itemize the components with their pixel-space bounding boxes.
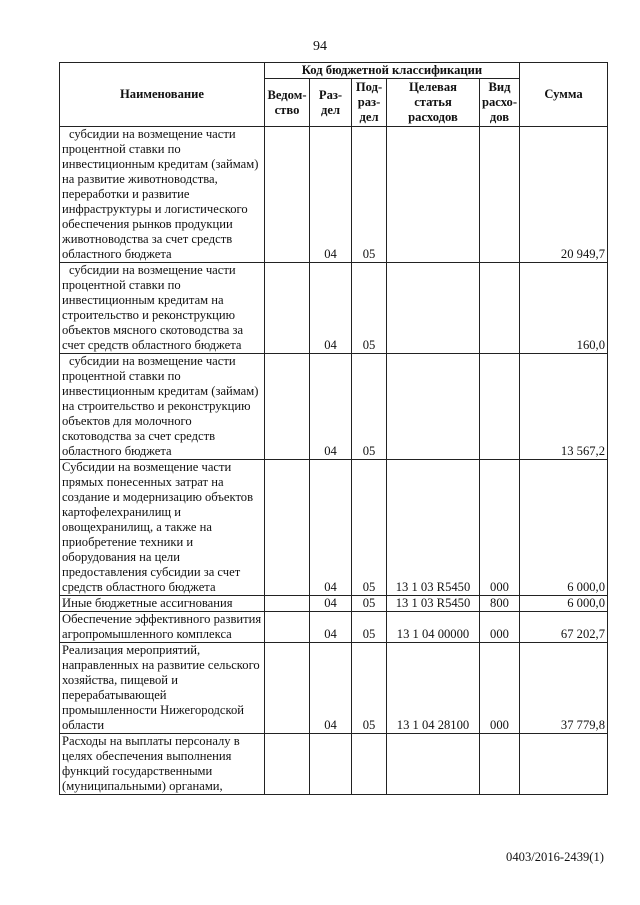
row-vedomstvo: [265, 612, 310, 643]
row-podrazdel: 05: [352, 354, 387, 460]
row-name: Субсидии на возмещение части прямых понесенных затрат на создание и модернизацию объектов картофелехранилищ и овощехранилищ, а также на приобретение техники и оборудования на цели предоставления субсидии за счет средств областного бюджета: [60, 460, 265, 596]
row-razdel: 04: [310, 460, 352, 596]
header-vedomstvo: Ведом-ство: [265, 79, 310, 127]
row-vid: 000: [480, 643, 520, 734]
row-razdel: [310, 734, 352, 795]
header-code-group: Код бюджетной классификации: [265, 63, 520, 79]
table-row: [60, 263, 608, 354]
row-razdel: 04: [310, 263, 352, 354]
table-row: [60, 734, 608, 795]
row-vedomstvo: [265, 734, 310, 795]
row-vid: [480, 263, 520, 354]
row-podrazdel: 05: [352, 127, 387, 263]
row-podrazdel: 05: [352, 596, 387, 612]
table-row: [60, 354, 608, 460]
row-vid: [480, 354, 520, 460]
page-number: 94: [313, 39, 327, 54]
row-podrazdel: 05: [352, 643, 387, 734]
header-name: Наименование: [60, 63, 265, 127]
row-celevaya: 13 1 04 28100: [387, 643, 480, 734]
row-celevaya: 13 1 03 R5450: [387, 596, 480, 612]
document-code: 0403/2016-2439(1): [506, 850, 604, 864]
table-row: [60, 596, 608, 612]
row-name: субсидии на возмещение части процентной ставки по инвестиционным кредитам (займам) на развитие животноводства, переработки и развитие инфраструктуры и логистического обеспечения рынков продукции животноводства за счет средств областного бюджета: [60, 127, 265, 263]
header-razdel: Раз-дел: [310, 79, 352, 127]
row-summa: 67 202,7: [520, 612, 608, 643]
row-vedomstvo: [265, 643, 310, 734]
row-podrazdel: 05: [352, 263, 387, 354]
row-razdel: 04: [310, 643, 352, 734]
row-celevaya: 13 1 04 00000: [387, 612, 480, 643]
row-vedomstvo: [265, 460, 310, 596]
header-summa: Сумма: [520, 63, 608, 127]
row-celevaya: 13 1 03 R5450: [387, 460, 480, 596]
row-name: субсидии на возмещение части процентной ставки по инвестиционным кредитам (займам) на строительство и реконструкцию объектов для молочного скотоводства за счет средств областного бюджета: [60, 354, 265, 460]
row-celevaya: [387, 127, 480, 263]
row-summa: 20 949,7: [520, 127, 608, 263]
row-vid: 000: [480, 460, 520, 596]
table-row: [60, 127, 608, 263]
row-vid: [480, 734, 520, 795]
row-summa: 6 000,0: [520, 596, 608, 612]
row-vid: [480, 127, 520, 263]
header-celevaya: Целевая статья расходов: [387, 79, 480, 127]
table-row: [60, 612, 608, 643]
row-podrazdel: 05: [352, 612, 387, 643]
row-razdel: 04: [310, 612, 352, 643]
row-name: Иные бюджетные ассигнования: [60, 596, 265, 612]
row-celevaya: [387, 263, 480, 354]
row-name: Реализация мероприятий, направленных на развитие сельского хозяйства, пищевой и перерабатывающей промышленности Нижегородской области: [60, 643, 265, 734]
row-celevaya: [387, 354, 480, 460]
row-name: Обеспечение эффективного развития агропромышленного комплекса: [60, 612, 265, 643]
header-podrazdel: Под-раз-дел: [352, 79, 387, 127]
row-razdel: 04: [310, 354, 352, 460]
row-vedomstvo: [265, 263, 310, 354]
row-podrazdel: 05: [352, 460, 387, 596]
row-vedomstvo: [265, 596, 310, 612]
row-razdel: 04: [310, 127, 352, 263]
row-podrazdel: [352, 734, 387, 795]
row-summa: [520, 734, 608, 795]
table-row: [60, 460, 608, 596]
row-summa: 37 779,8: [520, 643, 608, 734]
row-vedomstvo: [265, 354, 310, 460]
row-name: Расходы на выплаты персоналу в целях обеспечения выполнения функций государственными (муниципальными) органами,: [60, 734, 265, 795]
header-vid: Вид расхо-дов: [480, 79, 520, 127]
row-celevaya: [387, 734, 480, 795]
row-name: субсидии на возмещение части процентной ставки по инвестиционным кредитам на строительство и реконструкцию объектов мясного скотоводства за счет средств областного бюджета: [60, 263, 265, 354]
table-row: [60, 643, 608, 734]
row-vedomstvo: [265, 127, 310, 263]
budget-table: [59, 62, 608, 795]
row-razdel: 04: [310, 596, 352, 612]
row-vid: 800: [480, 596, 520, 612]
row-vid: 000: [480, 612, 520, 643]
row-summa: 160,0: [520, 263, 608, 354]
row-summa: 13 567,2: [520, 354, 608, 460]
row-summa: 6 000,0: [520, 460, 608, 596]
